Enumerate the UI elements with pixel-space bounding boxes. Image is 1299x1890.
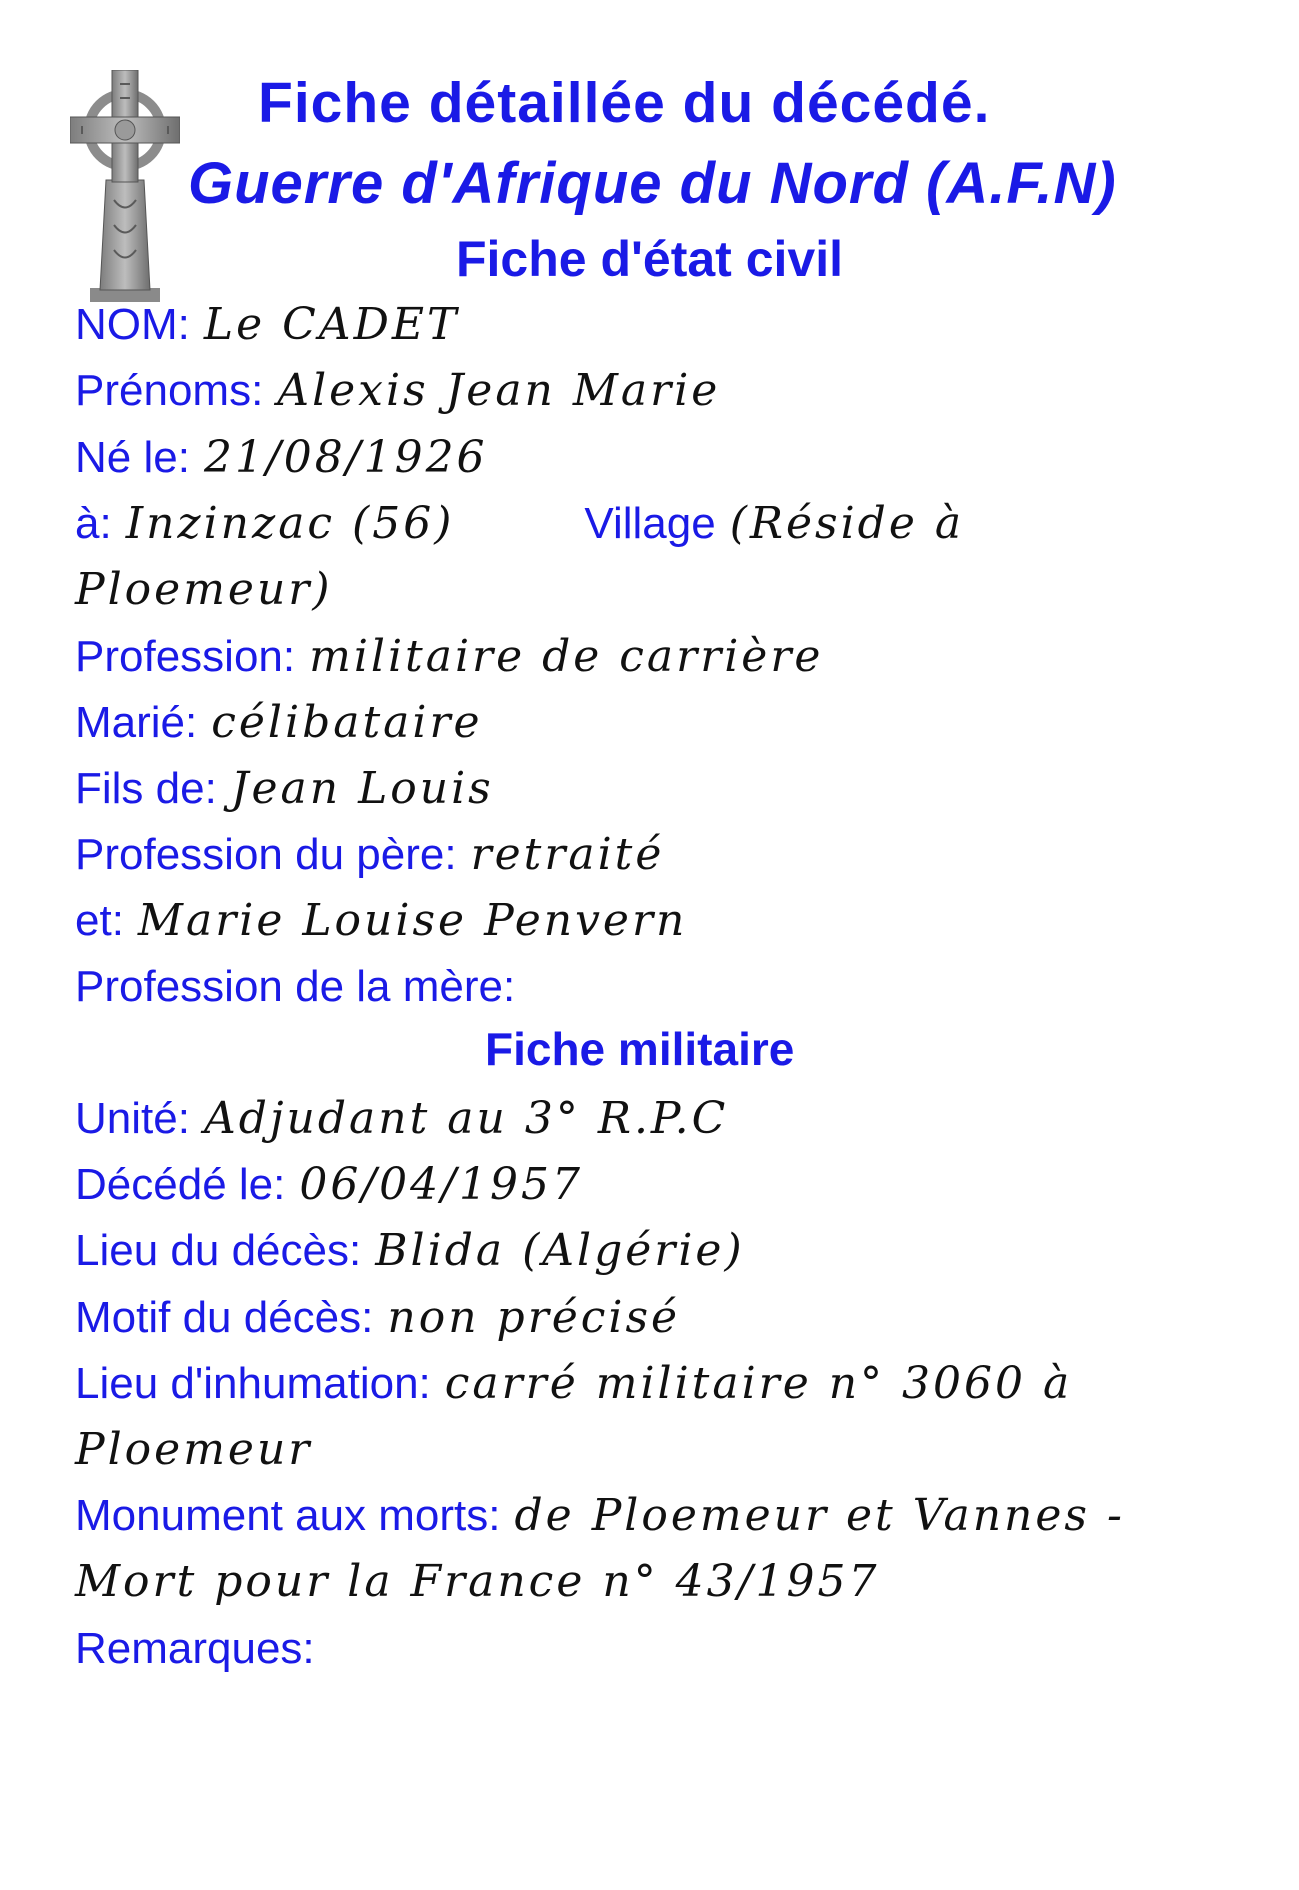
prenoms-value: Alexis Jean Marie bbox=[277, 365, 721, 416]
village-value-cont: Ploemeur) bbox=[75, 564, 333, 615]
ne-le-value: 21/08/1926 bbox=[203, 432, 488, 483]
mere-row bbox=[75, 895, 688, 946]
profession-mere-row bbox=[75, 962, 529, 1011]
unite-value: Adjudant au 3° R.P.C bbox=[203, 1093, 729, 1144]
village-cont-row bbox=[75, 564, 333, 615]
lieu-naissance-row bbox=[75, 498, 965, 549]
village-value: (Réside à bbox=[729, 498, 965, 549]
page-title: Fiche détaillée du décédé. bbox=[258, 71, 991, 135]
decede-le-label: Décédé le: bbox=[75, 1160, 286, 1209]
fils-de-label: Fils de: bbox=[75, 764, 217, 813]
fils-de-value: Jean Louis bbox=[230, 763, 494, 814]
inhumation-value: carré militaire n° 3060 à bbox=[444, 1358, 1073, 1409]
et-value: Marie Louise Penvern bbox=[137, 895, 688, 946]
monument-value-cont: Mort pour la France n° 43/1957 bbox=[75, 1556, 880, 1607]
prenoms-label: Prénoms: bbox=[75, 366, 264, 415]
marie-label: Marié: bbox=[75, 698, 198, 747]
monument-row bbox=[75, 1490, 1125, 1541]
et-label: et: bbox=[75, 896, 124, 945]
a-label: à: bbox=[75, 499, 112, 548]
prenoms-row bbox=[75, 365, 721, 416]
page-subtitle: Guerre d'Afrique du Nord (A.F.N) bbox=[188, 151, 1117, 216]
profession-pere-row bbox=[75, 829, 665, 880]
unite-label: Unité: bbox=[75, 1094, 190, 1143]
village-label: Village bbox=[584, 499, 716, 548]
military-section-heading: Fiche militaire bbox=[485, 1023, 795, 1075]
profession-pere-value: retraité bbox=[470, 829, 665, 880]
lieu-deces-value: Blida (Algérie) bbox=[375, 1225, 745, 1276]
monument-label: Monument aux morts: bbox=[75, 1491, 501, 1540]
a-value: Inzinzac (56) bbox=[125, 498, 455, 549]
unite-row bbox=[75, 1093, 729, 1144]
civil-section-heading: Fiche d'état civil bbox=[456, 231, 844, 287]
profession-mere-label: Profession de la mère: bbox=[75, 962, 516, 1011]
decede-le-value: 06/04/1957 bbox=[299, 1159, 583, 1210]
fils-de-row bbox=[75, 763, 494, 814]
profession-label: Profession: bbox=[75, 632, 296, 681]
profession-pere-label: Profession du père: bbox=[75, 830, 457, 879]
remarques-row bbox=[75, 1624, 329, 1673]
ne-le-row bbox=[75, 432, 488, 483]
marie-value: célibataire bbox=[211, 697, 483, 748]
motif-value: non précisé bbox=[387, 1292, 681, 1343]
nom-row bbox=[75, 299, 460, 350]
inhumation-label: Lieu d'inhumation: bbox=[75, 1359, 431, 1408]
profession-value: militaire de carrière bbox=[309, 631, 824, 682]
inhumation-row bbox=[75, 1358, 1073, 1409]
inhumation-value-cont: Ploemeur bbox=[75, 1424, 313, 1475]
nom-value: Le CADET bbox=[203, 299, 460, 350]
decede-le-row bbox=[75, 1159, 583, 1210]
ne-le-label: Né le: bbox=[75, 433, 190, 482]
inhumation-cont-row bbox=[75, 1424, 313, 1475]
lieu-deces-row bbox=[75, 1225, 745, 1276]
profession-row bbox=[75, 631, 824, 682]
monument-value: de Ploemeur et Vannes - bbox=[514, 1490, 1125, 1541]
remarques-label: Remarques: bbox=[75, 1624, 315, 1673]
marie-row bbox=[75, 697, 483, 748]
celtic-cross-icon bbox=[70, 70, 180, 304]
nom-label: NOM: bbox=[75, 300, 190, 349]
motif-label: Motif du décès: bbox=[75, 1293, 374, 1342]
monument-cont-row bbox=[75, 1556, 880, 1607]
lieu-deces-label: Lieu du décès: bbox=[75, 1226, 362, 1275]
motif-row bbox=[75, 1292, 681, 1343]
